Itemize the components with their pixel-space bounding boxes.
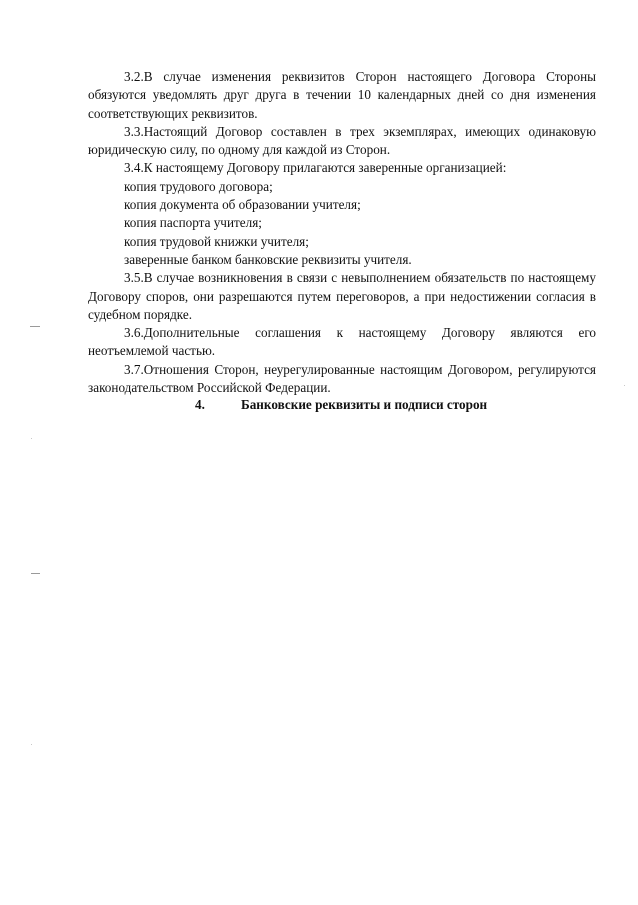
clause-3-4: 3.4.К настоящему Договору прилагаются заверенные организацией: bbox=[124, 160, 507, 176]
section-heading bbox=[195, 397, 487, 413]
scan-mark bbox=[31, 573, 40, 574]
scan-mark bbox=[30, 326, 40, 327]
section-number: 4. bbox=[195, 397, 205, 412]
clause-3-6: 3.6.Дополнительные соглашения к настоящему Договору являются его неотъемлемой частью. bbox=[88, 325, 596, 359]
attachment-item: копия паспорта учителя; bbox=[124, 215, 262, 231]
scan-dot bbox=[31, 438, 32, 439]
attachment-item: заверенные банком банковские реквизиты учителя. bbox=[124, 251, 412, 267]
scan-dot bbox=[31, 744, 32, 745]
clause-3-5: 3.5.В случае возникновения в связи с невыполнением обязательств по настоящему Договору споров, они разрешаются путем переговоров, а при недостижении согласия в судебном порядке. bbox=[88, 270, 596, 322]
clause-3-2: 3.2.В случае изменения реквизитов Сторон настоящего Договора Стороны обязуются уведомлять друг друга в течении 10 календарных дней со дня изменения соответствующих реквизитов. bbox=[88, 69, 596, 121]
attachment-item: копия документа об образовании учителя; bbox=[124, 197, 361, 213]
document-body bbox=[88, 68, 596, 397]
attachment-item: копия трудовой книжки учителя; bbox=[124, 233, 309, 249]
section-title: Банковские реквизиты и подписи сторон bbox=[241, 397, 488, 412]
scan-dot bbox=[624, 385, 625, 386]
attachment-item: копия трудового договора; bbox=[124, 178, 273, 194]
clause-3-7: 3.7.Отношения Сторон, неурегулированные настоящим Договором, регулируются законодательством Российской Федерации. bbox=[88, 361, 596, 396]
clause-3-3: 3.3.Настоящий Договор составлен в трех экземплярах, имеющих одинаковую юридическую силу, по одному для каждой из Сторон. bbox=[88, 123, 596, 158]
